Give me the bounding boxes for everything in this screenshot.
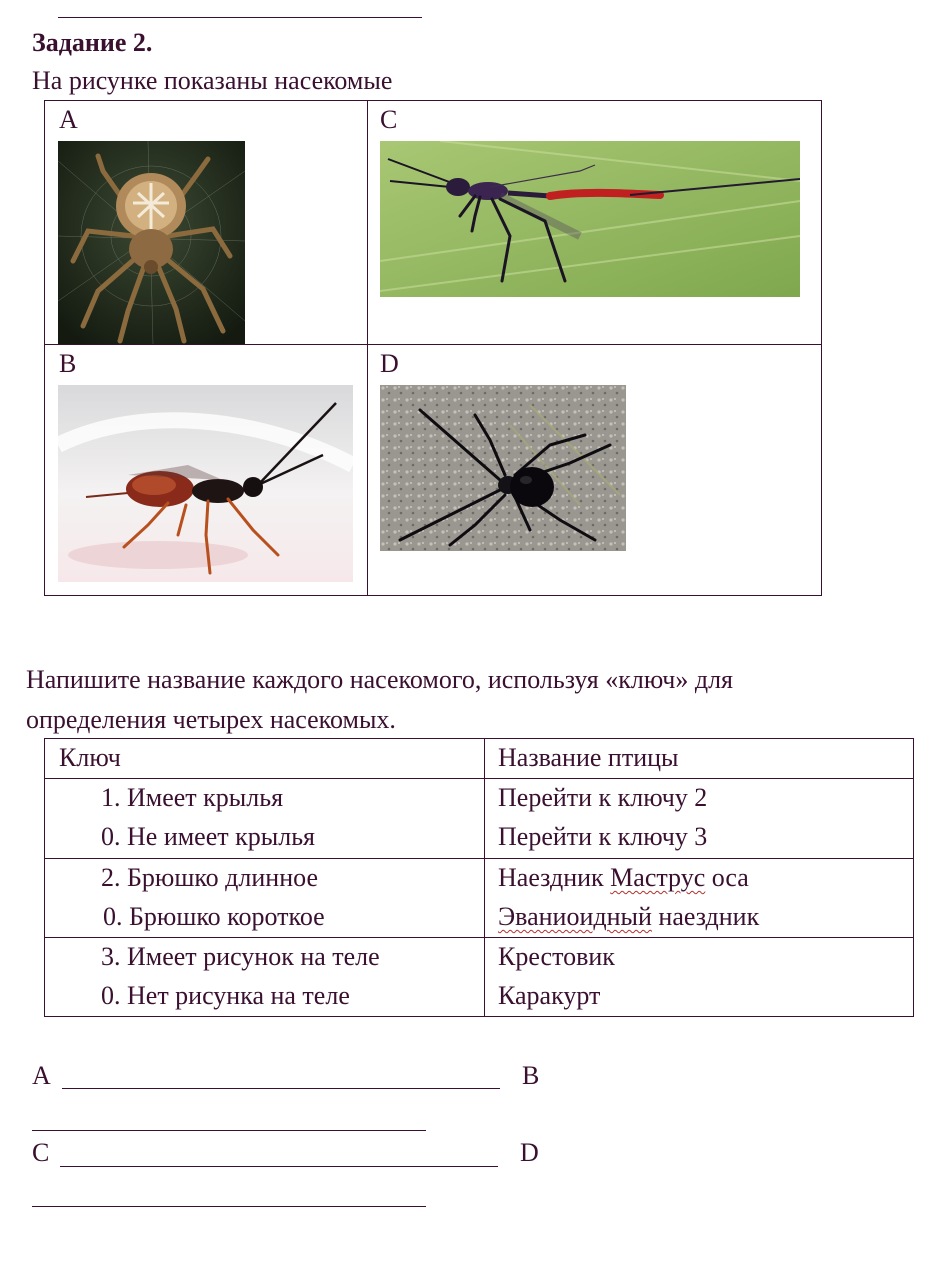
- name-1-yes: Перейти к ключу 2: [498, 783, 708, 812]
- insect-image-table: [44, 100, 822, 596]
- instruction-line-1: Напишите название каждого насекомого, используя «ключ» для: [26, 665, 734, 694]
- header-name: Название птицы: [498, 743, 679, 772]
- key-table-row-line-1: [45, 778, 913, 779]
- name-2-yes: Наездник Маструс оса: [498, 863, 749, 892]
- key-3-yes: 3. Имеет рисунок на теле: [101, 942, 380, 971]
- identification-key-table: [44, 738, 914, 1017]
- answer-label-a: A: [32, 1061, 51, 1090]
- top-underline: [58, 17, 422, 18]
- name-3-no: Каракурт: [498, 981, 601, 1010]
- key-1-yes: 1. Имеет крылья: [101, 783, 284, 812]
- black-widow-spider-icon: [380, 385, 626, 551]
- header-key: Ключ: [59, 743, 121, 772]
- answer-label-d: D: [520, 1138, 539, 1167]
- answer-line-a[interactable]: [62, 1088, 500, 1089]
- answer-line-d[interactable]: [32, 1206, 426, 1207]
- image-table-divider-v: [367, 101, 368, 595]
- cell-label-c: C: [380, 105, 398, 134]
- name-3-yes: Крестовик: [498, 942, 615, 971]
- answer-line-c[interactable]: [60, 1166, 498, 1167]
- answer-label-c: C: [32, 1138, 50, 1167]
- image-table-divider-h: [45, 344, 821, 345]
- cell-label-a: A: [59, 105, 78, 134]
- key-table-divider-v: [484, 739, 485, 1016]
- key-2-no: 0. Брюшко короткое: [103, 902, 325, 931]
- key-table-row-line-2: [45, 858, 913, 859]
- name-2-no: Эваниоидный наездник: [498, 902, 760, 931]
- key-1-no: 0. Не имеет крылья: [101, 822, 316, 851]
- instruction-line-2: определения четырех насекомых.: [26, 705, 396, 734]
- task-intro: На рисунке показаны насекомые: [32, 66, 393, 95]
- cell-label-d: D: [380, 349, 399, 378]
- cell-label-b: B: [59, 349, 77, 378]
- task-title: Задание 2.: [32, 28, 153, 57]
- instruction-text: [26, 660, 926, 740]
- answer-line-b[interactable]: [32, 1130, 426, 1131]
- key-table-row-line-3: [45, 937, 913, 938]
- name-1-no: Перейти к ключу 3: [498, 822, 708, 851]
- key-3-no: 0. Нет рисунка на теле: [101, 981, 350, 1010]
- ichneumon-wasp-icon: [380, 141, 800, 297]
- orb-weaver-spider-icon: [58, 141, 245, 344]
- parasitic-wasp-icon: [58, 385, 353, 582]
- key-2-yes: 2. Брюшко длинное: [101, 863, 318, 892]
- answer-label-b: B: [522, 1061, 540, 1090]
